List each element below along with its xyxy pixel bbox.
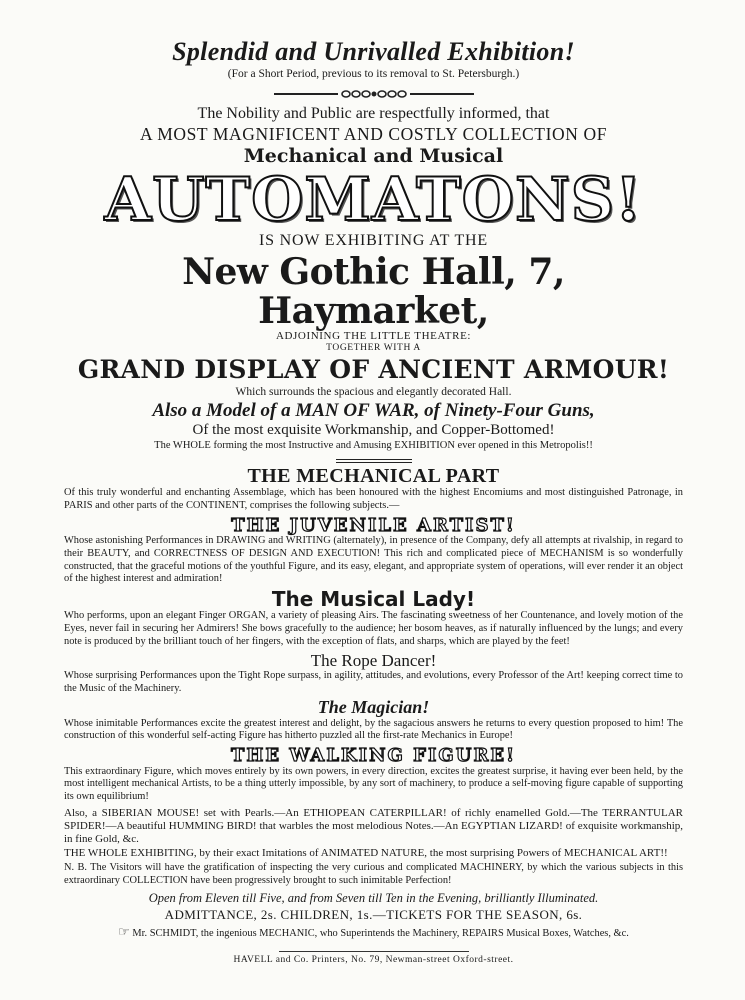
nb-text: N. B. The Visitors will have the gratification of inspecting the very curious and complicated MACHINERY, by which the various subjects in this extraordinary COLLECTION have been progressively brought to such inimitable Perfection! [64,862,683,886]
surrounds-line: Which surrounds the spacious and elegantly decorated Hall. [235,386,512,399]
magician-text: Whose inimitable Performances excite the greatest interest and delight, by the sagacious answers he returns to every question proposed to him! The construction of this wonderful self-acting Figure has hitherto puzzled all the first-rate Mechanics in Europe! [64,717,683,742]
mechanical-musical-line: Mechanical and Musical [243,144,504,167]
schmidt-text: Mr. SCHMIDT, the ingenious MECHANIC, who Superintends the Machinery, REPAIRS Musical Boxes, Watches, &c. [132,928,629,940]
bottom-rule [279,951,469,952]
exhibiting-line: IS NOW EXHIBITING AT THE [259,232,488,250]
mechanical-heading: THE MECHANICAL PART [247,464,500,487]
automatons-headline: AUTOMATONS! [104,165,643,236]
opening-hours: Open from Eleven till Five, and from Seven till Ten in the Evening, brilliantly Illuminated. [148,890,599,905]
exhibiting-text: THE WHOLE EXHIBITING, by their exact Imitations of ANIMATED NATURE, the most surprising Powers of MECHANICAL ART!! [64,846,668,859]
armour-heading: GRAND DISPLAY OF ANCIENT ARMOUR! [77,355,670,385]
workmanship-line: Of the most exquisite Workmanship, and Copper-Bottomed! [192,422,555,439]
man-of-war-line: Also a Model of a MAN OF WAR, of Ninety-Four Guns, [152,399,595,421]
together-line: TOGETHER WITH A [326,343,421,354]
whole-line: The WHOLE forming the most Instructive and Amusing EXHIBITION ever opened in this Metropolis!! [154,440,593,452]
admittance-line: ADMITTANCE, 2s. CHILDREN, 1s.—TICKETS FOR THE SEASON, 6s. [164,907,583,923]
exhibition-title: Splendid and Unrivalled Exhibition! [172,37,575,66]
walking-figure-heading: THE WALKING FIGURE! [230,745,517,767]
rope-dancer-heading: The Rope Dancer! [310,650,437,670]
intro-line: The Nobility and Public are respectfully informed, that [197,105,550,123]
double-rule [336,459,412,463]
walking-figure-text: This extraordinary Figure, which moves entirely by its own powers, in every direction, excites the greatest surprise, it having ever been held, by the most intelligent mechanical Artists, to be a thing utterly impossible, by any sort of machinery, to produce a self-moving figure capable of supporting its own equilibrium! [64,765,683,802]
magician-heading: The Magician! [317,697,430,718]
exhibition-subtitle: (For a Short Period, previous to its removal to St. Petersburgh.) [227,68,520,81]
schmidt-line [64,924,683,940]
collection-line: A MOST MAGNIFICENT AND COSTLY COLLECTION OF [139,123,608,144]
venue-heading: New Gothic Hall, 7, Haymarket, [182,251,565,333]
rope-dancer-text: Whose surprising Performances upon the Tight Rope surpass, in agility, attitudes, and evolutions, every Professor of the Art! keeping correct time to the Music of the Machinery. [64,669,683,694]
juvenile-artist-heading: THE JUVENILE ARTIST! [231,514,516,536]
adjoining-line: ADJOINING THE LITTLE THEATRE: [275,330,472,343]
musical-lady-heading: The Musical Lady! [271,586,476,611]
printer-imprint: HAVELL and Co. Printers, No. 79, Newman-street Oxford-street. [233,954,514,965]
musical-lady-text: Who performs, upon an elegant Finger ORGAN, a variety of pleasing Airs. The fascinating sweetness of her Countenance, and lovely motion of the Eyes, never fail in securing her Admirers! She bows gracefully to the audience; her bosom heaves, as if naturally influenced by the lungs; and every note is produced by the brilliant touch of her fingers, with the exception of flats, and sharps, which are played by the feet! [64,610,683,647]
ornamental-rule-icon [274,89,474,99]
juvenile-artist-text: Whose astonishing Performances in DRAWING and WRITING (alternately), in presence of the Company, defy all attempts at rivalship, in regard to their BEAUTY, and CORRECTNESS OF DESIGN AND EXECUTION! This rich and complicated piece of MECHANISM is so wonderfully constructed, that the graceful motions of the youthful Figure, and its easy, elegant, and appropriate system of operations, will ever render it an object of the highest interest and admiration! [64,535,683,585]
pointing-hand-icon: ☞ [118,924,130,940]
also-text: Also, a SIBERIAN MOUSE! set with Pearls.—An ETHIOPEAN CATERPILLAR! of richly enamelled Gold.—The TERRANTULAR SPIDER!—A beautiful HUMMING BIRD! that warbles the most melodious Notes.—An EGYPTIAN LIZARD! of exquisite workmanship, in fine Gold, &c. [64,806,683,846]
mechanical-text: Of this truly wonderful and enchanting Assemblage, which has been honoured with the highest Encomiums and most distinguished Patronage, in PARIS and other parts of the CONTINENT, comprises the following subjects.— [64,487,683,512]
